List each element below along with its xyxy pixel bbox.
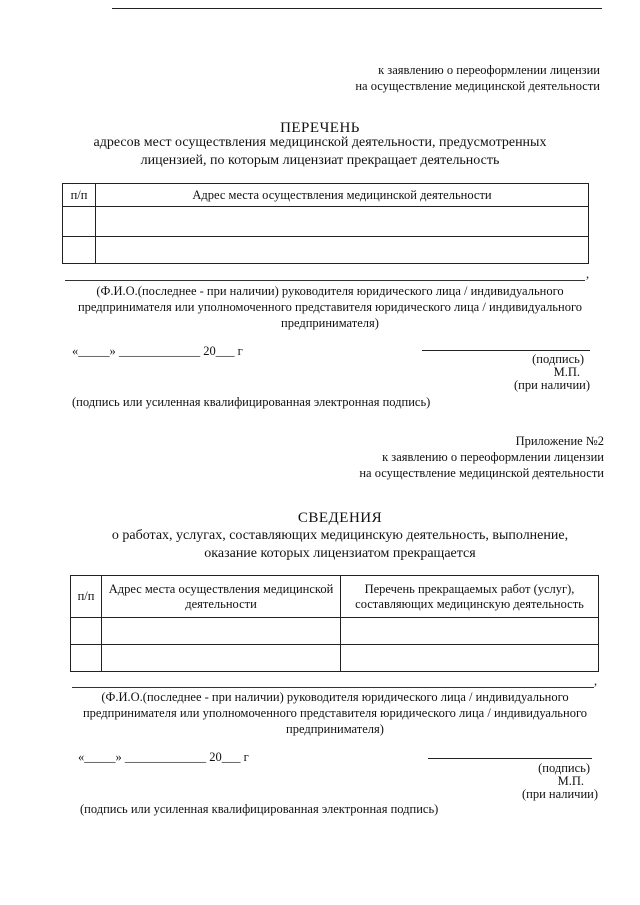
- app2-reference: [359, 449, 604, 481]
- app1-ref-line2: на осуществление медицинской деятельности: [355, 79, 600, 93]
- app2-fio-line2: предпринимателя или уполномоченного представителя юридического лица / индивидуального: [82, 706, 588, 720]
- app2-date-field: «_____» _____________ 20___ г: [78, 750, 249, 764]
- table-cell: [96, 207, 589, 237]
- header-cell-address-line1: Адрес места осуществления медицинской: [108, 581, 334, 596]
- app1-date-field: «_____» _____________ 20___ г: [72, 344, 243, 358]
- header-cell-number: п/п: [63, 184, 96, 207]
- table-header-row: [63, 184, 589, 207]
- app2-signature-line: [428, 758, 592, 759]
- app1-subtitle-line1: адресов мест осуществления медицинской деятельности, предусмотренных: [93, 135, 547, 150]
- header-cell-works-line1: Перечень прекращаемых работ (услуг),: [364, 581, 575, 596]
- app2-table: [70, 575, 599, 672]
- app2-subtitle: [20, 527, 640, 563]
- app1-subtitle: [30, 134, 610, 170]
- app1-fio-line: [65, 280, 585, 281]
- table-row: [71, 618, 599, 645]
- table-cell: [71, 618, 102, 645]
- app1-title: ПЕРЕЧЕНЬ: [280, 120, 360, 136]
- header-cell-works: [341, 576, 599, 618]
- table-cell: [102, 618, 341, 645]
- table-row: [63, 237, 589, 264]
- header-cell-works-line2: составляющих медицинскую деятельность: [355, 596, 584, 611]
- app2-ref-line2: на осуществление медицинской деятельности: [359, 466, 604, 480]
- app2-subtitle-line2: оказание которых лицензиатом прекращается: [204, 546, 476, 561]
- table-cell: [63, 207, 96, 237]
- table-cell: [341, 618, 599, 645]
- app1-subtitle-line2: лицензией, по которым лицензиат прекращает деятельность: [140, 153, 500, 168]
- app1-fio-line1: (Ф.И.О.(последнее - при наличии) руководителя юридического лица / индивидуального: [96, 284, 564, 298]
- table-header-row: [71, 576, 599, 618]
- app2-sign-label: (подпись): [538, 761, 590, 775]
- table-row: [71, 645, 599, 672]
- app2-subtitle-line1: о работах, услугах, составляющих медицинскую деятельность, выполнение,: [111, 528, 569, 543]
- table-row: [63, 207, 589, 237]
- table-cell: [102, 645, 341, 672]
- app1-comma: ,: [586, 267, 590, 281]
- app1-reference: [355, 62, 600, 94]
- app1-table: [62, 183, 589, 264]
- app2-ref-line1: к заявлению о переоформлении лицензии: [382, 450, 604, 464]
- header-cell-address: [102, 576, 341, 618]
- header-cell-number: п/п: [71, 576, 102, 618]
- app1-mp: М.П.: [553, 365, 580, 379]
- app1-mp-note: (при наличии): [513, 378, 590, 392]
- app1-sign-label: (подпись): [532, 352, 584, 366]
- app2-fio-line3: предпринимателя): [286, 722, 384, 736]
- app2-fio-line: [72, 687, 594, 688]
- table-cell: [341, 645, 599, 672]
- app2-mp-note: (при наличии): [521, 787, 598, 801]
- header-cell-address: Адрес места осуществления медицинской деятельности: [96, 184, 589, 207]
- app2-appendix-label: Приложение №2: [515, 434, 604, 448]
- app2-title: СВЕДЕНИЯ: [297, 510, 383, 526]
- app1-fio-line2: предпринимателя или уполномоченного представителя юридического лица / индивидуального: [77, 300, 583, 314]
- app2-esign: (подпись или усиленная квалифицированная электронная подпись): [80, 802, 439, 816]
- app2-comma: ,: [594, 674, 598, 688]
- app1-fio-line3: предпринимателя): [281, 316, 379, 330]
- app2-fio-line1: (Ф.И.О.(последнее - при наличии) руководителя юридического лица / индивидуального: [101, 690, 569, 704]
- app1-esign: (подпись или усиленная квалифицированная электронная подпись): [72, 395, 431, 409]
- table-cell: [71, 645, 102, 672]
- app1-fio-caption: [40, 283, 620, 331]
- app2-fio-caption: [45, 689, 625, 737]
- top-rule: [112, 8, 602, 9]
- table-cell: [63, 237, 96, 264]
- table-cell: [96, 237, 589, 264]
- header-cell-address-line2: деятельности: [185, 596, 257, 611]
- app2-mp: М.П.: [557, 774, 584, 788]
- app1-ref-line1: к заявлению о переоформлении лицензии: [378, 63, 600, 77]
